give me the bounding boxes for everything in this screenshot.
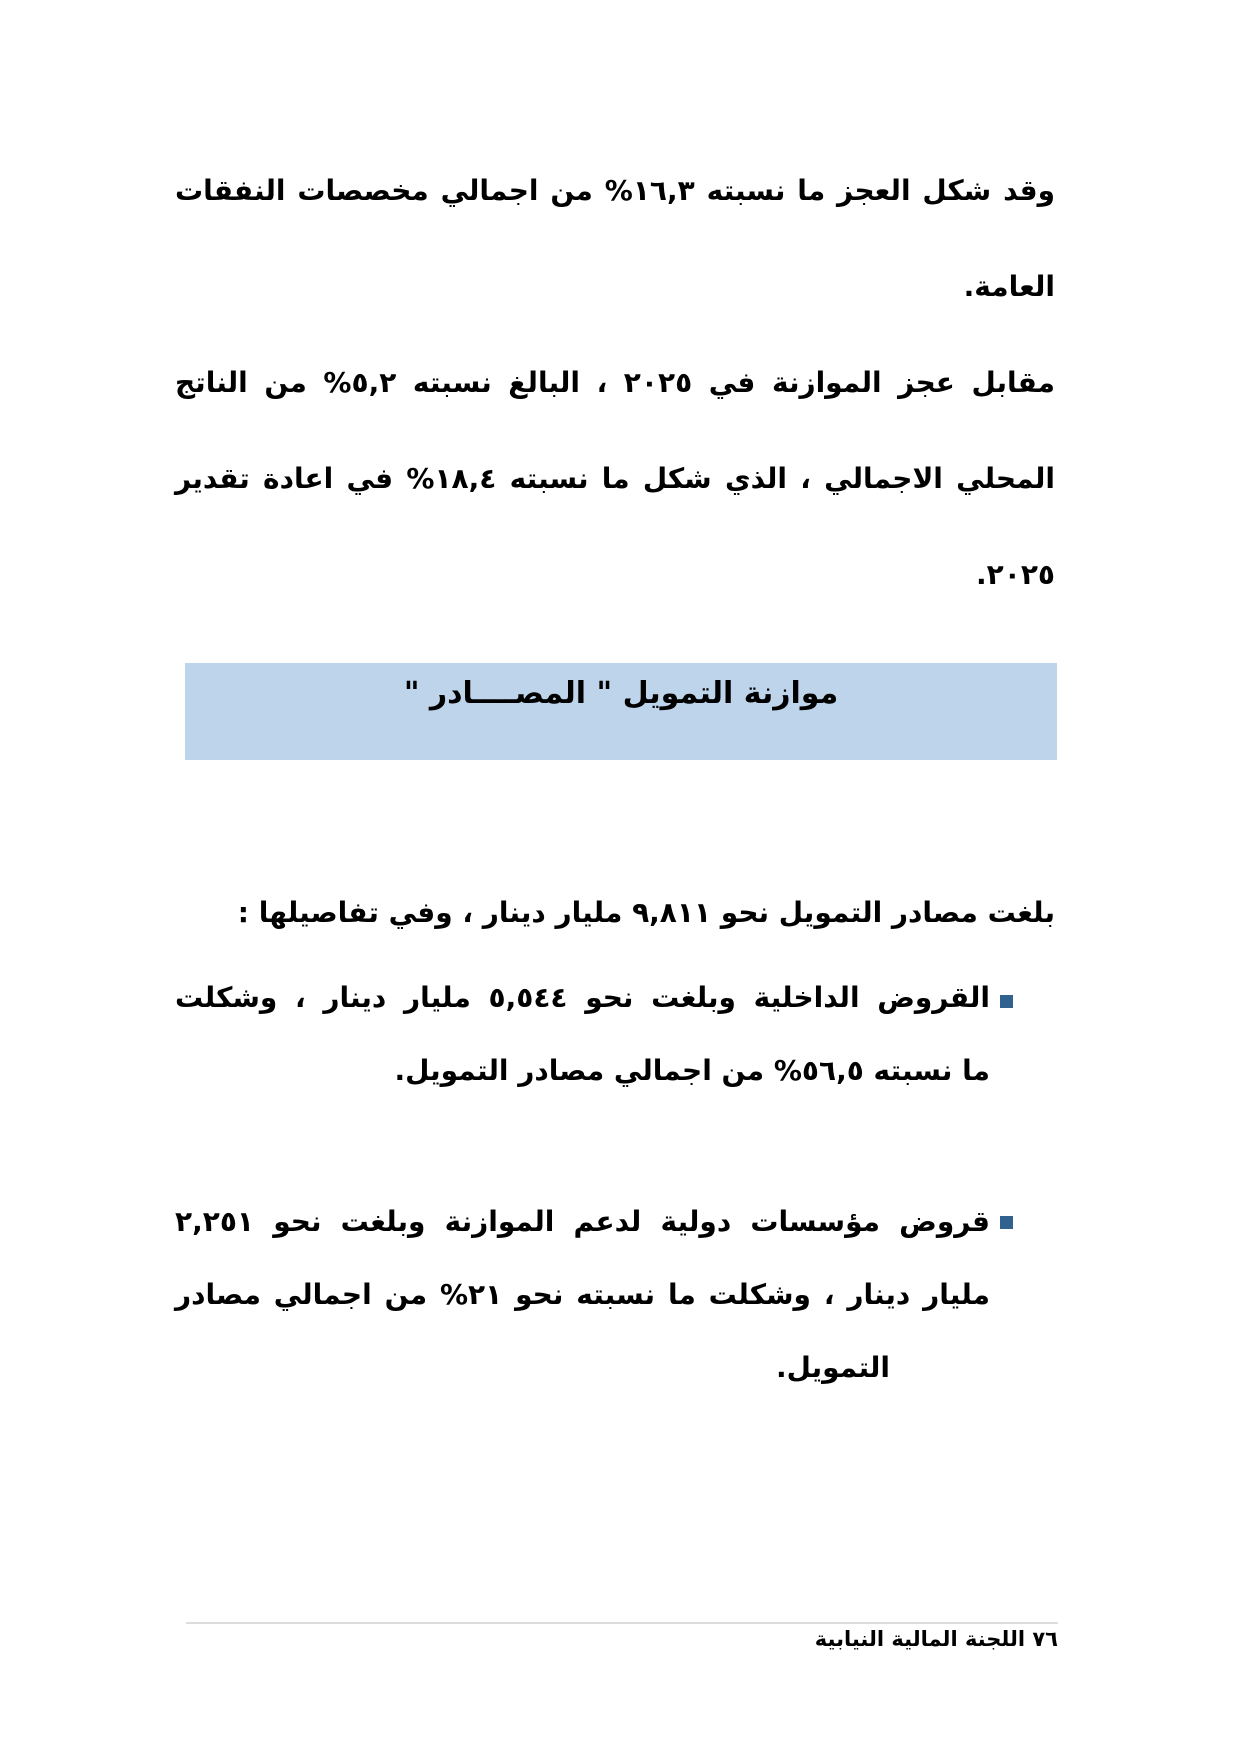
square-bullet-icon xyxy=(1000,995,1013,1008)
footer-page-label: ٧٦ اللجنة المالية النيابية xyxy=(814,1627,1058,1651)
paragraph-2-line-1: مقابل عجز الموازنة في ٢٠٢٥ ، البالغ نسبته ٥,٢% من الناتج xyxy=(175,366,1055,399)
intro-line: بلغت مصادر التمويل نحو ٩,٨١١ مليار دينار ، وفي تفاصيلها : xyxy=(237,896,1055,929)
bullet-1-line-1: القروض الداخلية وبلغت نحو ٥,٥٤٤ مليار دينار ، وشكلت xyxy=(175,981,990,1014)
square-bullet-icon xyxy=(1000,1216,1013,1229)
bullet-2-line-1: قروض مؤسسات دولية لدعم الموازنة وبلغت نحو ٢,٢٥١ xyxy=(175,1205,990,1238)
section-header-band xyxy=(185,663,1057,760)
section-header-title: موازنة التمويل " المصــــادر " xyxy=(403,676,839,711)
bullet-2-line-3: التمويل. xyxy=(775,1351,890,1384)
paragraph-1-line-1: وقد شكل العجز ما نسبته ١٦,٣% من اجمالي مخصصات النفقات xyxy=(175,174,1055,207)
paragraph-2-line-3: ٢٠٢٥. xyxy=(976,558,1055,591)
paragraph-2-line-2: المحلي الاجمالي ، الذي شكل ما نسبته ١٨,٤% في اعادة تقدير xyxy=(175,462,1055,495)
bullet-1-line-2: ما نسبته ٥٦,٥% من اجمالي مصادر التمويل. xyxy=(394,1054,990,1087)
paragraph-1-line-2: العامة. xyxy=(963,270,1055,303)
bullet-2-line-2: مليار دينار ، وشكلت ما نسبته نحو ٢١% من اجمالي مصادر xyxy=(175,1278,990,1311)
